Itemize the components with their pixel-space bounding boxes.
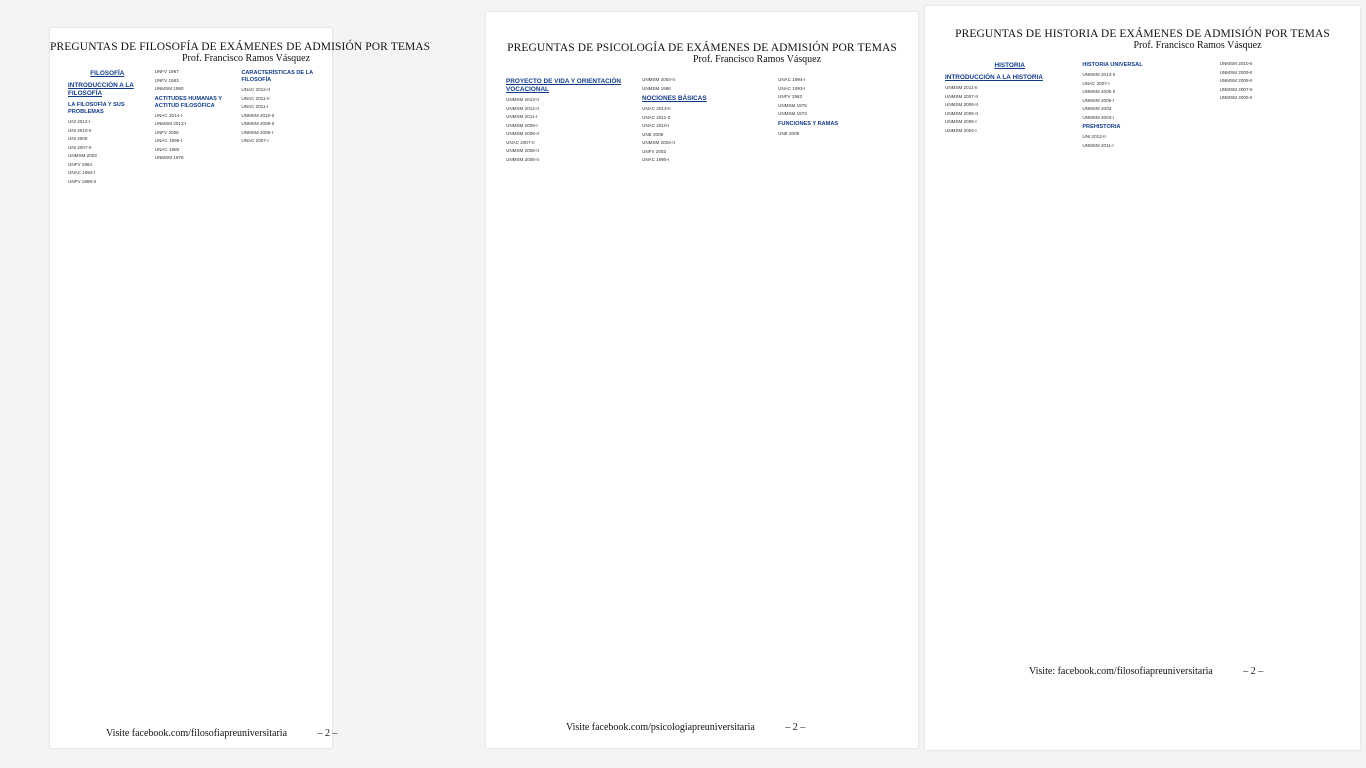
exam-code: UNFV 2005 [154,129,179,135]
exam-code: UNAC 2011-II [241,95,270,101]
subsection-heading: HISTORIA UNIVERSAL [1082,62,1143,68]
exam-code: UNMSM 1973 [778,111,807,116]
exam-code: UNAC 1994-I [778,77,806,82]
exam-code: UNMSM 2011-I [506,114,538,119]
exam-code: UNMSM 2003-I [1082,114,1114,120]
exam-code: UNMSM 2005-I [945,119,977,124]
section-heading: PROYECTO DE VIDA Y ORIENTACIÓN VOCACIONAL [506,78,622,93]
page-title: PREGUNTAS DE HISTORIA DE EXÁMENES DE ADMISIÓN POR TEMAS [955,28,1330,40]
text-column [778,74,906,694]
subsection-heading: FUNCIONES Y RAMAS [778,120,839,127]
exam-code: UNMSM 2008-II [241,121,275,126]
exam-code: UNE 2009 [778,130,800,136]
document-page-historia [925,6,1360,750]
exam-code: UNMSM 2005-I [1082,97,1114,103]
section-heading: INTRODUCCIÓN A LA FILOSOFÍA [68,82,134,97]
page-title: PREGUNTAS DE PSICOLOGÍA DE EXÁMENES DE ADMISIÓN POR TEMAS [507,42,897,54]
exam-code: UNMSM 2008-II [506,131,539,136]
subsection-heading: CARACTERÍSTICAS DE LA FILOSOFÍA [241,70,313,83]
exam-code: UNI 2009 [68,136,88,141]
text-column [642,74,770,694]
exam-code: UNMSM 2011-I [1082,142,1114,148]
page-author: Prof. Francisco Ramos Vásquez [181,53,311,64]
exam-code: UNI 2012-I [68,119,91,124]
exam-code: UNMSM 2011-II [945,85,978,90]
exam-code: UNMSM 2005-II [1082,89,1116,94]
exam-code: UNMSM 2005-II [945,110,978,116]
exam-code: UNFV 1989-II [68,178,97,184]
exam-code: UNMSM 2013-II [1082,72,1116,77]
exam-code: UNI 2010-II [68,127,92,133]
exam-code: UNAC 1995-I [154,138,182,143]
exam-code: UNMSM 2010-II [241,112,275,118]
page-footer [1029,666,1263,677]
exam-code: UNAC 2011-I [241,104,269,109]
exam-code: UNMSM 1986 [642,85,671,91]
exam-code: UNAC 2010-I [642,123,670,128]
exam-code: UNMSM 2009-I [506,122,538,128]
document-page-psicologia [486,12,918,748]
exam-code: UNAC 2007-I [1082,80,1110,86]
exam-code: UNFV 1983 [778,94,803,99]
text-column [945,58,1074,688]
page-author: Prof. Francisco Ramos Vásquez [692,54,822,65]
exam-code: UNAC 2007-I [241,138,269,143]
exam-code: UNMSM 1975 [778,102,807,108]
document-page-filosofia [50,28,431,748]
page-number: – 2 – [1243,666,1264,677]
exam-code: UNAC 2011-II [642,114,671,120]
text-column [68,66,147,692]
exam-code: UNMSM 2006-II [506,148,539,153]
exam-code: UNMSM 2003 [68,153,97,158]
exam-code: UNAC 1995-I [642,157,670,162]
page-footer [566,722,805,733]
exam-code: UNAC 2013-II [642,106,671,111]
exam-code: UNAC 1980 [154,146,180,152]
exam-code: UNMSM 2005-II [506,156,539,162]
exam-code: UNE 2009 [642,131,664,137]
exam-code: UNFV 1987 [154,69,179,74]
exam-code: UNAC 1993-I [778,85,806,91]
text-column [1082,58,1211,688]
exam-code: UNI 2012-II [1082,134,1106,139]
exam-code: UNMSM 2013-I [154,121,187,126]
exam-code: UNMSM 1976 [154,155,184,160]
text-column [155,66,234,692]
footer-link-text: Visite facebook.com/filosofiapreuniversitaria [106,728,288,739]
exam-code: UNMSM 2006-II [945,102,978,107]
exam-code: UNAC 2012-II [241,87,270,92]
exam-code: UNMSM 2003 [1082,106,1112,111]
exam-code: UNI 2007-II [68,144,92,150]
exam-code: UNMSM 2007-II [1219,86,1253,92]
text-column [241,66,320,692]
footer-link-text: Visite facebook.com/psicologiapreuniversitaria [566,722,755,733]
exam-code: UNMSM 2004-II [642,77,675,82]
exam-code: UNMSM 2004-II [642,140,675,145]
exam-code: UNMSM 2007-II [945,93,978,99]
section-heading: HISTORIA [994,62,1025,69]
section-heading: INTRODUCCIÓN A LA HISTORIA [945,74,1043,81]
subsection-heading: PREHISTORIA [1082,124,1121,130]
page-number: – 2 – [317,728,338,739]
exam-code: UNMSM 2008-I [241,129,273,135]
page-footer [106,728,338,739]
exam-code: UNMSM 2005-II [1219,95,1253,100]
exam-code: UNMSM 2009-II [1219,69,1253,75]
text-column [506,74,634,694]
exam-code: UNMSM 2008-II [1219,78,1253,83]
page-title: PREGUNTAS DE FILOSOFÍA DE EXÁMENES DE ADMISIÓN POR TEMAS [50,41,431,53]
exam-code: UNFV 1984 [68,161,93,167]
exam-code: UNFV 1983 [154,77,179,83]
section-heading: FILOSOFÍA [90,70,125,77]
section-heading: NOCIONES BÁSICAS [642,95,707,102]
exam-code: UNMSM 1990 [154,86,184,91]
exam-code: UNAC 2007-II [506,139,535,145]
exam-code: UNMSM 2012-II [506,105,539,111]
exam-code: UNFV 2003 [642,148,667,154]
subsection-heading: ACTITUDES HUMANAS Y ACTITUD FILOSÓFICA [154,95,222,109]
exam-code: UNAC 1992-I [68,170,96,175]
exam-code: UNMSM 2010-II [1219,61,1253,66]
footer-link-text: Visite: facebook.com/filosofiapreuniversitaria [1029,666,1213,677]
subsection-heading: LA FILOSOFÍA Y SUS PROBLEMAS [68,102,125,115]
text-column [1220,58,1349,688]
exam-code: UNMSM 2013-II [506,97,539,102]
exam-code: UNMSM 2004-I [945,127,977,133]
exam-code: UNAC 2014-I [154,112,182,118]
page-author: Prof. Francisco Ramos Vásquez [1133,40,1262,51]
page-number: – 2 – [785,722,806,733]
